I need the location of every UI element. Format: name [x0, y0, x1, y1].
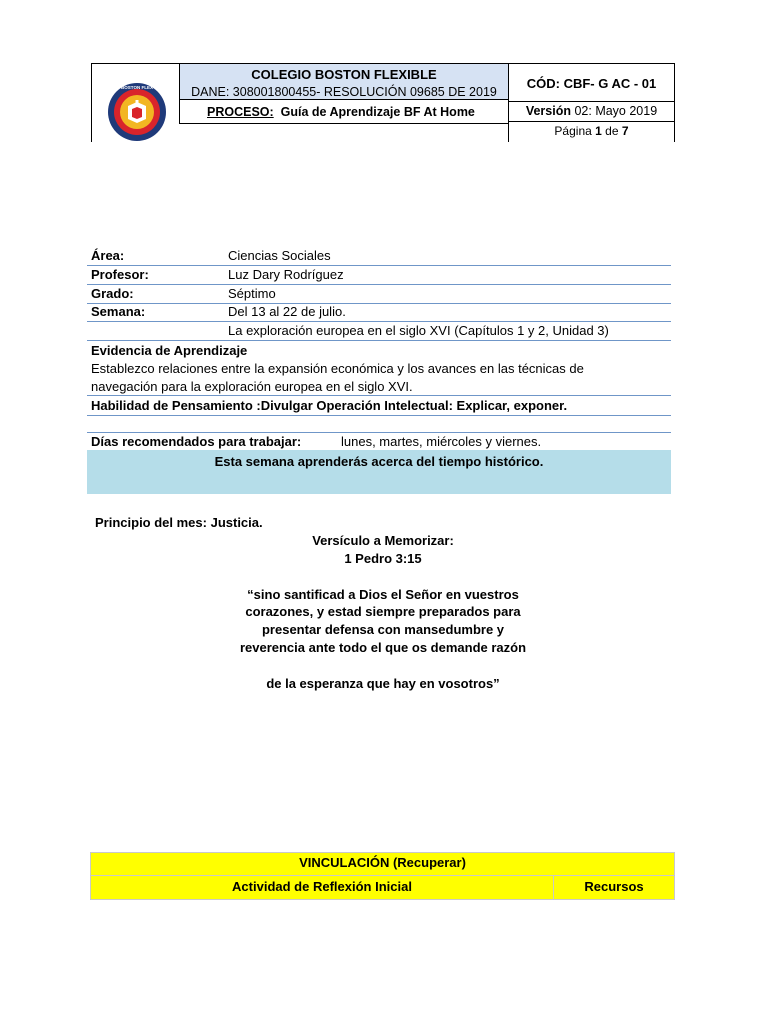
vinculacion-col-actividad: Actividad de Reflexión Inicial: [91, 876, 554, 900]
logo-cell: [91, 63, 179, 142]
versiculo-last-line: de la esperanza que hay en vosotros”: [266, 676, 500, 691]
version-value: 02: Mayo 2019: [574, 104, 658, 118]
versiculo-line-1: “sino santificad a Dios el Señor en vuestros: [247, 587, 519, 602]
dane-resolution: DANE: 308001800455- RESOLUCIÓN 09685 DE 2019: [191, 85, 497, 99]
row-divider: [87, 303, 671, 304]
evidencia-line-1: Establezco relaciones entre la expansión económica y los avances en las técnicas de: [91, 361, 584, 376]
row-divider: [87, 415, 671, 416]
area-value: Ciencias Sociales: [228, 248, 331, 263]
process-label: PROCESO:: [207, 105, 274, 119]
evidencia-line-2: navegación para la exploración europea en el siglo XVI.: [91, 378, 413, 394]
process-cell: [179, 100, 508, 124]
page-of: de: [605, 124, 619, 138]
versiculo-reference: 1 Pedro 3:15: [344, 551, 422, 566]
dias-label: Días recomendados para trabajar:: [91, 434, 302, 449]
vinculacion-title: VINCULACIÓN (Recuperar): [91, 853, 674, 876]
process-value: Guía de Aprendizaje BF At Home: [280, 105, 475, 119]
evidencia-text: [91, 360, 666, 395]
versiculo-line-3: presentar defensa con mansedumbre y: [261, 622, 505, 637]
row-divider: [87, 321, 671, 322]
semana-label: Semana:: [91, 304, 146, 319]
institution-name: COLEGIO BOSTON FLEXIBLE: [251, 67, 437, 82]
evidencia-title: Evidencia de Aprendizaje: [91, 343, 248, 358]
school-logo: [106, 82, 168, 142]
page-number-cell: [508, 122, 675, 142]
vinculacion-table: [90, 852, 675, 900]
topic-banner: [87, 450, 671, 494]
semana-value: Del 13 al 22 de julio.: [228, 304, 346, 319]
page-label: Página: [554, 124, 592, 138]
vinculacion-col-recursos: Recursos: [584, 879, 644, 894]
document-header: [91, 63, 675, 142]
version-label: Versión: [525, 104, 571, 118]
page-total: 7: [621, 124, 629, 138]
document-code: CÓD: CBF- G AC - 01: [508, 63, 675, 102]
versiculo-title: Versículo a Memorizar:: [312, 533, 454, 548]
row-divider: [87, 265, 671, 266]
row-divider: [87, 395, 671, 396]
page-current: 1: [595, 124, 602, 138]
profesor-value: Luz Dary Rodríguez: [228, 267, 344, 282]
grado-value: Séptimo: [228, 286, 276, 301]
principio-mes: Principio del mes: Justicia.: [95, 515, 263, 530]
grado-label: Grado:: [91, 286, 134, 301]
profesor-label: Profesor:: [91, 267, 149, 282]
tema-value: La exploración europea en el siglo XVI (Capítulos 1 y 2, Unidad 3): [228, 323, 609, 338]
dias-value: lunes, martes, miércoles y viernes.: [341, 434, 542, 449]
row-divider: [87, 432, 671, 433]
row-divider: [87, 340, 671, 341]
topic-banner-text: Esta semana aprenderás acerca del tiempo histórico.: [214, 454, 544, 469]
version-cell: [508, 102, 675, 122]
logo-ring-text: BOSTON FLEX: [121, 85, 153, 90]
versiculo-line-2: corazones, y estad siempre preparados para: [245, 604, 521, 619]
row-divider: [87, 284, 671, 285]
institution-cell: [179, 63, 508, 100]
versiculo-line-4: reverencia ante todo el que os demande razón: [239, 640, 527, 655]
habilidad-text: Habilidad de Pensamiento :Divulgar Operación Intelectual: Explicar, exponer.: [91, 398, 568, 413]
area-label: Área:: [91, 248, 125, 263]
